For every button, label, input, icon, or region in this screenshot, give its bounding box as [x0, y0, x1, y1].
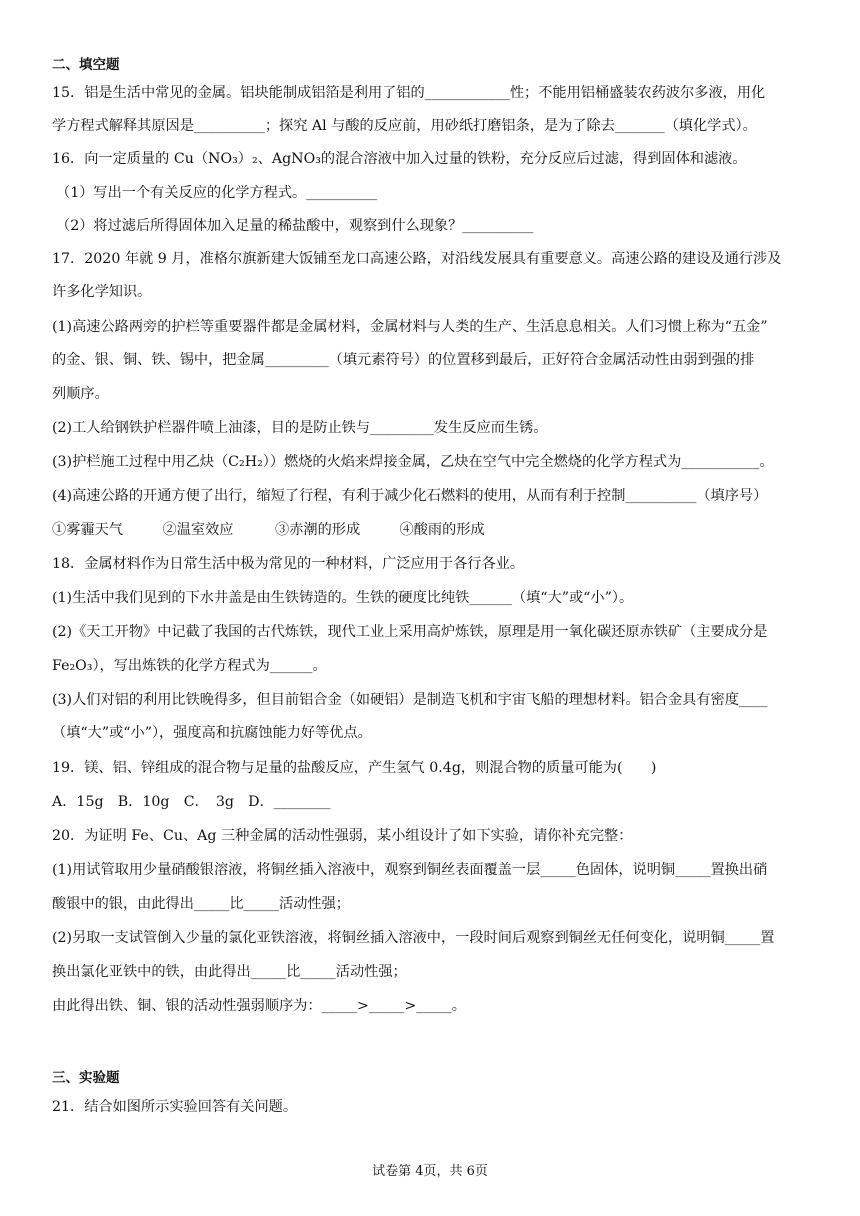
q17-part-1c: 列顺序。: [52, 386, 109, 402]
q17-part-3: (3)护栏施工过程中用乙炔（C₂H₂））燃烧的火焰来焊接金属，乙炔在空气中完全燃烧的化学方程式为___________。: [52, 454, 774, 470]
q18-part-3a: (3)人们对铝的利用比铁晚得多，但目前铝合金（如硬铝）是制造飞机和宇宙飞船的理想材料。铝合金具有密度____: [52, 692, 768, 708]
q15-line-1: 15．铝是生活中常见的金属。铝块能制成铝箔是利用了铝的____________性；不能用铝桶盛装农药波尔多液，用化: [52, 85, 766, 101]
section-title-fill: 二、填空题: [52, 57, 120, 73]
page-footer: 试卷第 4页，共 6页: [372, 1164, 488, 1179]
q15-line-2: 学方程式解释其原因是__________；探究 Al 与酸的反应前，用砂纸打磨铝条，是为了除去_______（填化学式）。: [52, 118, 757, 134]
q18-part-2b: Fe₂O₃），写出炼铁的化学方程式为______。: [52, 658, 327, 674]
q18-part-2a: (2)《天工开物》中记截了我国的古代炼铁，现代工业上采用高炉炼铁，原理是用一氧化碳还原赤铁矿（主要成分是: [52, 624, 768, 640]
q17-options: [52, 520, 485, 540]
section-title-experiment: 三、实验题: [52, 1070, 120, 1086]
q19-line-1: 19．镁、铝、锌组成的混合物与足量的盐酸反应，产生氢气 0.4g，则混合物的质量可能为( ): [52, 760, 657, 776]
q19-options: A．15g B．10g C． 3g D．________: [52, 794, 331, 810]
q17-part-1a: (1)高速公路两旁的护栏等重要器件都是金属材料，金属材料与人类的生产、生活息息相关。人们习惯上称为“五金”: [52, 319, 768, 335]
q20-part-1a: (1)用试管取用少量硝酸银溶液，将铜丝插入溶液中，观察到铜丝表面覆盖一层_____色固体，说明铜_____置换出硝: [52, 862, 768, 878]
q20-part-2b: 换出氯化亚铁中的铁，由此得出_____比_____活动性强；: [52, 964, 407, 980]
q16-part-1: （1）写出一个有关反应的化学方程式。__________: [56, 185, 378, 201]
q17-part-2: (2)工人给钢铁护栏器件喷上油漆，目的是防止铁与_________发生反应而生锈。: [52, 420, 548, 436]
q17-part-1b: 的金、银、铜、铁、锡中，把金属_________（填元素符号）的位置移到最后，正好符合金属活动性由弱到强的排: [52, 352, 755, 368]
q18-part-3b: （填“大”或“小”），强度高和抗腐蚀能力好等优点。: [52, 725, 372, 741]
q16-line-1: 16．向一定质量的 Cu（NO₃）₂、AgNO₃的混合溶液中加入过量的铁粉，充分反应后过滤，得到固体和滤液。: [52, 151, 747, 167]
q17-option-2: ②温室效应: [162, 522, 234, 538]
q17-option-4: ④酸雨的形成: [399, 522, 485, 538]
q18-part-1: (1)生活中我们见到的下水井盖是由生铁铸造的。生铁的硬度比纯铁______（填“大”或“小”）。: [52, 590, 634, 606]
q17-line-2: 许多化学知识。: [52, 284, 152, 300]
q20-part-3: 由此得出铁、铜、银的活动性强弱顺序为：_____>_____>_____。: [52, 998, 466, 1014]
q20-part-1b: 酸银中的银，由此得出_____比_____活动性强；: [52, 896, 350, 912]
q17-part-4: (4)高速公路的开通方便了出行，缩短了行程，有利于减少化石燃料的使用，从而有利于控制__________（填序号）: [52, 488, 768, 504]
q20-part-2a: (2)另取一支试管倒入少量的氯化亚铁溶液，将铜丝插入溶液中，一段时间后观察到铜丝无任何变化，说明铜_____置: [52, 930, 775, 946]
q21-line-1: 21．结合如图所示实验回答有关问题。: [52, 1099, 298, 1115]
q17-option-1: ①雾霾天气: [52, 522, 123, 538]
q18-line-1: 18．金属材料作为日常生活中极为常见的一种材料，广泛应用于各行各业。: [52, 556, 525, 572]
q16-part-2: （2）将过滤后所得固体加入足量的稀盐酸中，观察到什么现象？__________: [56, 218, 534, 234]
q17-option-3: ③赤潮的形成: [275, 522, 361, 538]
q17-line-1: 17．2020 年就 9 月，准格尔旗新建大饭铺至龙口高速公路，对沿线发展具有重要意义。高速公路的建设及通行涉及: [52, 251, 782, 267]
q20-line-1: 20．为证明 Fe、Cu、Ag 三种金属的活动性强弱，某小组设计了如下实验，请你补充完整：: [52, 828, 633, 844]
